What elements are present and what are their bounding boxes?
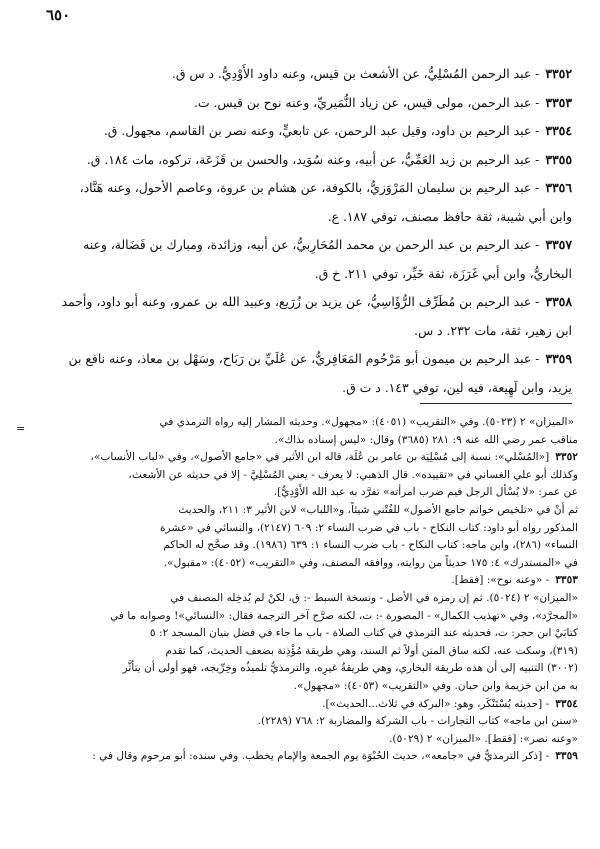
entry-text: - عبد الرحيم بن زيد العَمِّيُّ، عن أبيه، وعنه سُوَيد، والحسن بن قَزَعَة، تركوه، مات ١٨٤. ق. <box>86 151 540 167</box>
note-3354 <box>18 696 578 714</box>
entry-3356 <box>24 174 572 231</box>
entry-text: - عبد الرحيم بن عبد الرحمن بن محمد المُحَارِبيُّ، عن أبيه، وزائدة، ومبارك بن فَضَالة، وعنه <box>83 237 540 252</box>
note-line: مناقب عمر رضي الله عنه ٩: ٢٨١ (٣٦٨٥) وقال: «ليس إسناده بذاك». <box>274 433 578 446</box>
entry-number: ٣٣٥٦ <box>545 180 572 195</box>
note-line: (٣١٩)، وسكت عنه، لكنه ساق المتن أولاً ثم السند، وهي طريقة مُؤْذِنة بضعف الحديث، كما تقدم <box>165 644 578 657</box>
note-line: - «وعنه نوح»: [فقط]. <box>451 574 550 587</box>
note-continued <box>18 414 578 449</box>
continuation-mark: = <box>16 422 26 435</box>
note-line: «وعنه نصر»: [فقط]. «الميزان» ٢ (٥٠٢٩). <box>389 732 578 745</box>
note-line: «سنن ابن ماجه» كتاب التجارات - باب الشركة والمضاربة ٢: ٧٦٨ (٢٢٨٩). <box>257 715 578 728</box>
note-number: ٣٣٥٣ <box>555 574 578 587</box>
entry-number: ٣٣٥٥ <box>545 151 572 167</box>
entry-text-cont: ابن زهير، ثقة، مات ٢٣٢. د س. <box>414 322 572 338</box>
entry-text: - عبد الرحمن، مولى قيس، عن زياد النُّمَيريِّ، وعنه نوح بن قيس. ت. <box>193 94 540 110</box>
note-line: [«المُسْلي»: نسبة إلى مُسْلِيَة بن عامر بن عُلَة، قاله ابن الأثير في «جامع الأصول»، وفي «لباب الأنساب»، <box>90 451 550 464</box>
entry-text: - عبد الرحيم بن سليمان المَرْوَزيُّ، بالكوفة، عن هشام بن عروة، وعاصم الأحول، وعنه هَنَّاد، <box>79 180 540 195</box>
main-entries <box>24 60 572 402</box>
note-number: ٣٣٥٩ <box>555 750 578 763</box>
entry-3352 <box>24 60 572 89</box>
entry-text: - عبد الرحيم بن داود، وقيل عبد الرحمن، عن تابعيٍّ، وعنه نصر بن القاسم، مجهول. ق. <box>103 123 540 138</box>
entry-text-cont: البخاريُّ، وابن أبي غَرَزَة، ثقة خَيِّر، توفي ٢١١. خ ق. <box>314 265 572 281</box>
entry-text-cont: يزيد، وابن لَهِيعة، فيه لين، توفي ١٤٣. د ت ق. <box>342 379 572 395</box>
page-number: ٦٥٠ <box>46 6 71 24</box>
entry-3355 <box>24 146 572 175</box>
entry-3359 <box>24 345 572 402</box>
note-number: ٣٣٥٤ <box>555 697 578 710</box>
footnotes <box>18 414 578 766</box>
note-line: (٣٠٠٢) التنبيه إلى أن هذه طريقة البخاري، وهي طريقةُ غيرِه، والترمذيُّ تلميذُه وخِرِّيجه، فهو أولى أن يتأثَّر <box>122 662 578 675</box>
entry-3358 <box>24 288 572 345</box>
note-line: كتابَيْ ابن حجر: ت، فحديثه عند الترمذي في كتاب الصلاة - باب ما جاء في فضل بنيان المسجد ٢: ٥ <box>149 627 578 640</box>
note-number: ٣٣٥٢ <box>555 451 578 464</box>
entry-text-cont: وابن أبي شيبة، ثقة حافظ مصنف، توفي ١٨٧. ع. <box>327 208 572 224</box>
note-line: «الميزان» ٢ (٥٠٢٣). وفي «التقريب» (٤٠٥١): «مجهول». وحديثه المشار إليه رواه الترمذي في <box>159 416 574 428</box>
entry-number: ٣٣٥٣ <box>545 94 572 110</box>
entry-text: - عبد الرحمن المُسْلِيُّ، عن الأشعث بن قيس، وعنه داود الأَوْدِيُّ. د س ق. <box>171 66 540 81</box>
note-3353-cont <box>18 590 578 696</box>
note-3359 <box>18 748 578 766</box>
note-line: عن عمر: «لا يُسْأل الرجل فيم ضرب امرأته» تفرَّد به عبد الله الأَوْدِيُّ]. <box>273 486 578 499</box>
note-line: «المجرَّد»، وفي «تهذيب الكمال» - المصورة -: ت، لكنه صرَّح آخر الترجمة فقال: «النسائي»! وصوابه ما في <box>110 609 578 622</box>
note-line: وكذلك أبو علي الغساني في «تقييده». قال الذهبي: لا يعرف - يعني المُسْلِيَّ - إلا في حديثه عن الأشعث، <box>128 468 578 481</box>
entry-text: - عبد الرحيم بن مُطَرِّف الرُّؤَاسِيُّ، عن يزيد بن زُرَيع، وعبيد الله بن عمرو، وعنه أبو داود، وأحمد <box>61 294 540 309</box>
note-3354-cont <box>18 713 578 731</box>
note-3352 <box>18 449 578 502</box>
note-3353 <box>18 572 578 590</box>
entry-3357 <box>24 231 572 288</box>
entry-number: ٣٣٥٧ <box>545 237 572 252</box>
note-3352-cont <box>18 502 578 572</box>
entry-number: ٣٣٥٩ <box>545 351 572 366</box>
entry-number: ٣٣٥٨ <box>545 294 572 309</box>
note-line: النساء» (٢٨٦)، وابن ماجه: كتاب النكاح - باب ضرب النساء ١: ٦٣٩ (١٩٨٦). وقد صحَّح له الحاكم <box>163 539 578 552</box>
entry-number: ٣٣٥٤ <box>545 123 572 138</box>
entry-3354 <box>24 117 572 146</box>
note-line: المذكور رواه أبو داود: كتاب النكاح - باب في ضرب النساء ٢: ٦٠٩ (٢١٤٧)، والنسائي في «عشرة <box>159 521 578 534</box>
note-3354-cont2 <box>18 731 578 749</box>
entry-number: ٣٣٥٢ <box>545 66 572 81</box>
note-line: ثم أُنْ في «تلخيص خواتم جامع الأصول» للفُتْني شيئاً، و«اللباب» لابن الأثير ٣: ٢١١، والحديث <box>178 503 578 516</box>
note-line: به من ابن خزيمة وابن حبان. وفي «التقريب» (٤٠٥٣): «مجهول». <box>293 679 578 692</box>
note-line: في «المستدرك» ٤: ١٧٥ حديثاً من روايته، ووافقه المصنف، وفي «التقريب» (٤٠٥٢): «مقبول». <box>163 556 578 569</box>
note-line: - [ذكر الترمذيُّ في «جامعه»، حديث الحُبْوَة يوم الجمعة والإمام يخطب. وفي سنده: أبو مرحوم وقال في : <box>92 750 550 763</box>
note-line: «الميزان» ٢ (٥٠٢٤). ثم إن رمزه في الأصل - ونسخة السبط -: ق، لكنْ لم يُدخِله المصنف في <box>170 591 578 604</box>
entry-3353 <box>24 89 572 118</box>
note-line: - [حديثه يُسْتَنْكَر، وهو: «البركة في ثلاث...الحديث»]. <box>322 697 550 710</box>
entry-text: - عبد الرحيم بن ميمون أبو مَرْحُوم المَعَافِريُّ، عن عُلَيِّ بن رَبَاح، وسَهْل بن معاذ، وعنه نافع بن <box>68 351 540 366</box>
footnote-divider <box>420 403 572 404</box>
